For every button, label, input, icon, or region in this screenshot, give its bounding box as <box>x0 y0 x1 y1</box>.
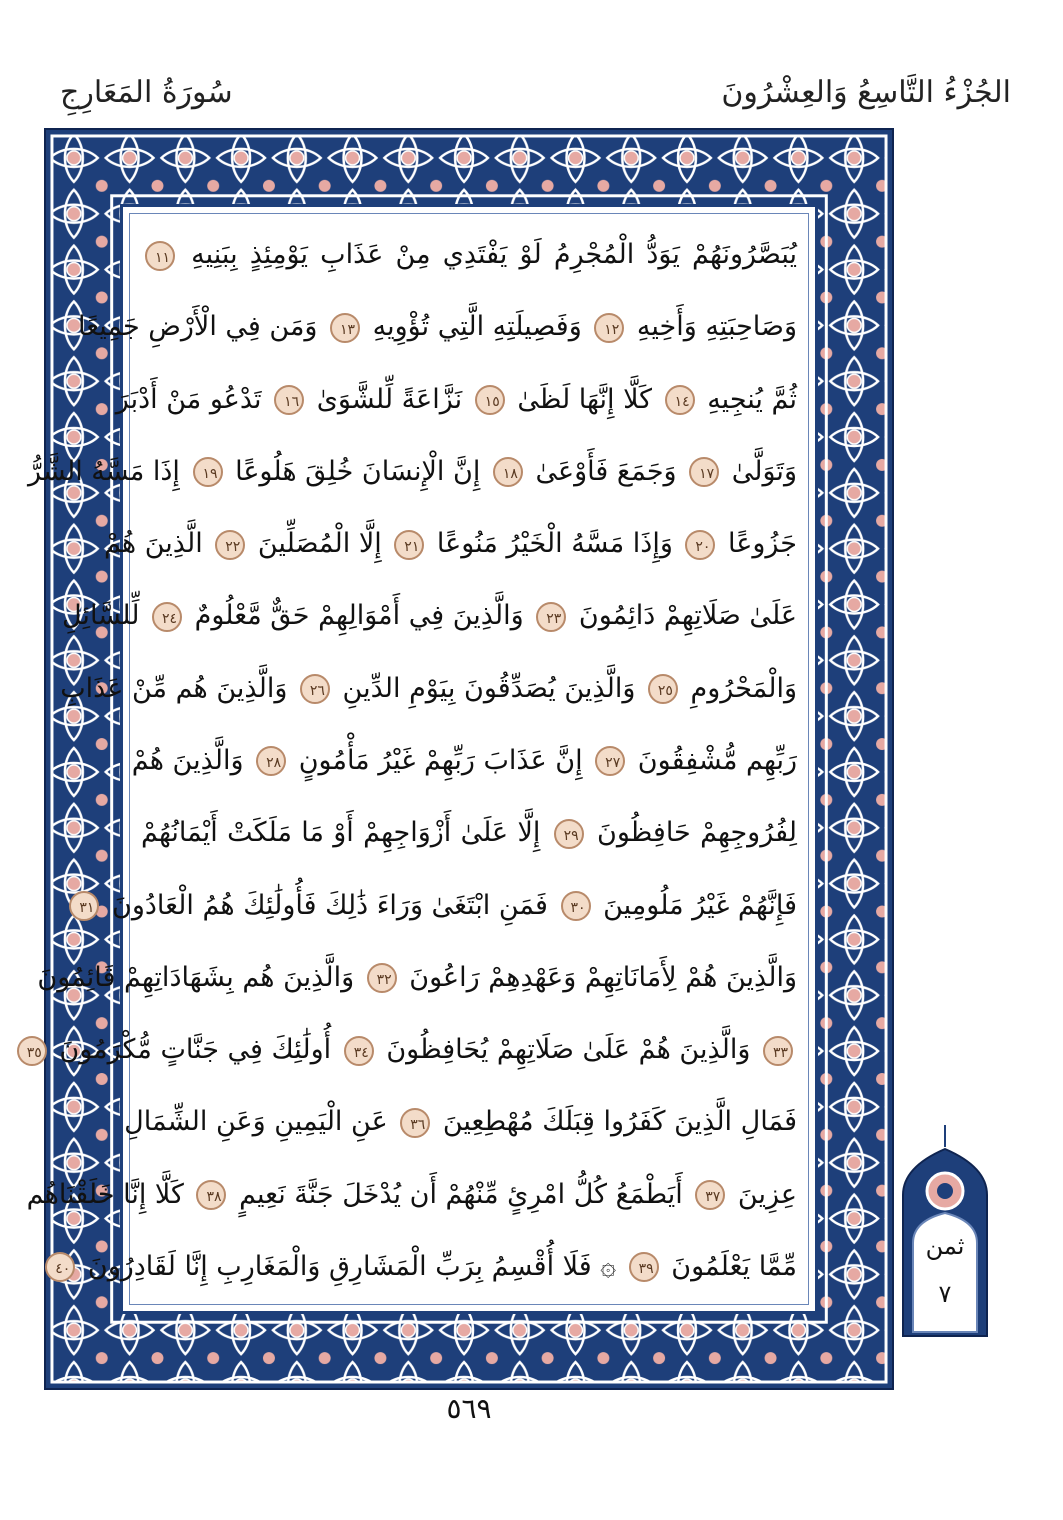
ayah-number-marker: ٢٩ <box>554 819 584 849</box>
verse-line <box>26 1024 797 1076</box>
verse-text: وَالَّذِينَ هُم بِشَهَادَاتِهِمْ قَائِمُونَ <box>37 961 363 993</box>
verse-line <box>61 590 797 642</box>
verse-line <box>103 518 797 570</box>
verse-text: فَمَالِ الَّذِينَ كَفَرُوا قِبَلَكَ مُهْطِعِينَ <box>434 1106 797 1138</box>
verse-text: يُبَصَّرُونَهُمْ يَوَدُّ الْمُجْرِمُ لَوْ يَفْتَدِي مِنْ عَذَابِ يَوْمِئِذٍ بِبَنِيهِ <box>179 239 797 270</box>
verse-line <box>124 1096 797 1148</box>
ayah-number-marker: ٣٧ <box>695 1180 725 1210</box>
verse-text: أُولَٰئِكَ فِي جَنَّاتٍ مُّكْرَمُونَ <box>50 1034 340 1066</box>
ayah-number-marker: ١٤ <box>665 385 695 415</box>
verse-line <box>131 735 797 787</box>
ayah-number-marker: ٣٢ <box>367 963 397 993</box>
verse-line <box>37 952 797 1004</box>
verse-line <box>77 301 797 353</box>
verse-text: إِذَا مَسَّهُ الشَّرُّ <box>28 455 189 487</box>
ayah-number-marker: ١١ <box>145 241 175 271</box>
ayah-number-marker: ١٧ <box>689 457 719 487</box>
verse-line <box>115 374 797 426</box>
ayah-number-marker: ٣٠ <box>561 891 591 921</box>
verse-text: وَجَمَعَ فَأَوْعَىٰ <box>526 455 686 487</box>
verse-line <box>28 446 797 498</box>
verse-line <box>60 663 797 715</box>
verse-text: إِنَّ عَذَابَ رَبِّهِمْ غَيْرُ مَأْمُونٍ <box>290 744 592 776</box>
ayah-number-marker: ٣٥ <box>17 1036 47 1066</box>
verse-text: إِلَّا عَلَىٰ أَزْوَاجِهِمْ أَوْ مَا مَلَكَتْ أَيْمَانُهُمْ <box>141 817 550 849</box>
verse-text: وَمَن فِي الْأَرْضِ جَمِيعًا <box>77 311 327 343</box>
ayah-number-marker: ٢١ <box>394 530 424 560</box>
ayah-number-marker: ٢٠ <box>685 530 715 560</box>
verse-text: لِفُرُوجِهِمْ حَافِظُونَ <box>587 817 797 849</box>
verse-text: وَالَّذِينَ هُمْ عَلَىٰ صَلَاتِهِمْ يُحَافِظُونَ <box>377 1034 759 1066</box>
verse-text: وَفَصِيلَتِهِ الَّتِي تُؤْوِيهِ <box>364 311 591 343</box>
verse-text: جَزُوعًا <box>719 528 797 560</box>
ayah-number-marker: ٣١ <box>69 891 99 921</box>
ayah-number-marker: ٣٨ <box>196 1180 226 1210</box>
text-area <box>26 204 818 1314</box>
ayah-number-marker: ٣٦ <box>400 1108 430 1138</box>
verse-text: إِنَّ الْإِنسَانَ خُلِقَ هَلُوعًا <box>226 455 489 487</box>
verse-text: تَدْعُو مَنْ أَدْبَرَ <box>115 383 271 415</box>
ayah-number-marker: ٢٤ <box>152 602 182 632</box>
verse-line <box>141 229 797 281</box>
verse-text: عَلَىٰ صَلَاتِهِمْ دَائِمُونَ <box>570 600 797 632</box>
ayah-number-marker: ٢٥ <box>648 674 678 704</box>
verse-lines <box>26 229 797 1293</box>
verse-text: وَالَّذِينَ هُمْ لِأَمَانَاتِهِمْ وَعَهْدِهِمْ رَاعُونَ <box>400 961 797 993</box>
hizb-marker-label: ثمن <box>925 1232 965 1260</box>
page-number: ٥٦٩ <box>446 1392 492 1425</box>
ornamental-frame <box>26 128 894 1390</box>
juz-title: الجُزْءُ التَّاسِعُ وَالعِشْرُونَ <box>721 75 1011 110</box>
ayah-number-marker: ١٣ <box>330 313 360 343</box>
verse-text: وَالْمَحْرُومِ <box>681 672 797 704</box>
ayah-number-marker: ٢٢ <box>215 530 245 560</box>
verse-text: الَّذِينَ هُمْ <box>103 528 212 560</box>
verse-text: أَيَطْمَعُ كُلُّ امْرِئٍ مِّنْهُمْ أَن يُدْخَلَ جَنَّةَ نَعِيمٍ <box>230 1178 692 1210</box>
verse-text: رَبِّهِم مُّشْفِقُونَ <box>629 744 797 776</box>
ayah-number-marker: ١٩ <box>193 457 223 487</box>
verse-text: وَإِذَا مَسَّهُ الْخَيْرُ مَنُوعًا <box>428 528 682 560</box>
ayah-number-marker: ١٦ <box>274 385 304 415</box>
verse-line <box>55 1241 797 1293</box>
hizb-marker-number: ٧ <box>938 1280 952 1308</box>
verse-text: وَالَّذِينَ هُم مِّنْ عَذَابِ <box>60 672 296 704</box>
ayah-number-marker: ٣٤ <box>344 1036 374 1066</box>
ayah-number-marker: ١٨ <box>493 457 523 487</box>
verse-text: وَصَاحِبَتِهِ وَأَخِيهِ <box>628 311 797 343</box>
verse-text: فَإِنَّهُمْ غَيْرُ مَلُومِينَ <box>594 889 797 921</box>
ayah-number-marker: ٢٨ <box>256 746 286 776</box>
ayah-number-marker: ٢٦ <box>300 674 330 704</box>
ayah-number-marker: ٣٩ <box>629 1252 659 1282</box>
verse-line <box>79 880 797 932</box>
ayah-number-marker: ٢٣ <box>536 602 566 632</box>
verse-text: مِّمَّا يَعْلَمُونَ <box>662 1250 797 1282</box>
verse-text: وَالَّذِينَ يُصَدِّقُونَ بِيَوْمِ الدِّينِ <box>333 672 644 704</box>
verse-text: عِزِينَ <box>729 1178 797 1210</box>
verse-text: كَلَّا إِنَّهَا لَظَىٰ <box>508 383 661 415</box>
ayah-number-marker: ٤٠ <box>45 1252 75 1282</box>
verse-text: وَتَوَلَّىٰ <box>723 455 797 487</box>
ayah-number-marker: ٣٣ <box>763 1036 793 1066</box>
surah-title: سُورَةُ المَعَارِجِ <box>60 75 233 110</box>
ayah-number-marker: ١٢ <box>594 313 624 343</box>
verse-text: كَلَّا إِنَّا خَلَقْنَاهُم <box>26 1178 193 1210</box>
verse-text: نَزَّاعَةً لِّلشَّوَىٰ <box>308 383 471 415</box>
verse-line <box>26 1169 797 1221</box>
verse-text: ثُمَّ يُنجِيهِ <box>698 383 797 415</box>
ayah-number-marker: ٢٧ <box>595 746 625 776</box>
verse-text: وَالَّذِينَ فِي أَمْوَالِهِمْ حَقٌّ مَّعْلُومٌ <box>186 600 533 632</box>
verse-text: إِلَّا الْمُصَلِّينَ <box>249 528 391 560</box>
verse-text: ۞ فَلَا أُقْسِمُ بِرَبِّ الْمَشَارِقِ وَالْمَغَارِبِ إِنَّا لَقَادِرُونَ <box>79 1250 625 1282</box>
verse-text: فَمَنِ ابْتَغَىٰ وَرَاءَ ذَٰلِكَ فَأُولَٰئِكَ هُمُ الْعَادُونَ <box>103 889 557 921</box>
verse-text: وَالَّذِينَ هُمْ <box>131 744 253 776</box>
verse-text: عَنِ الْيَمِينِ وَعَنِ الشِّمَالِ <box>124 1106 397 1138</box>
ayah-number-marker: ١٥ <box>475 385 505 415</box>
verse-text: لِّلسَّائِلِ <box>61 600 149 632</box>
verse-line <box>141 807 797 859</box>
